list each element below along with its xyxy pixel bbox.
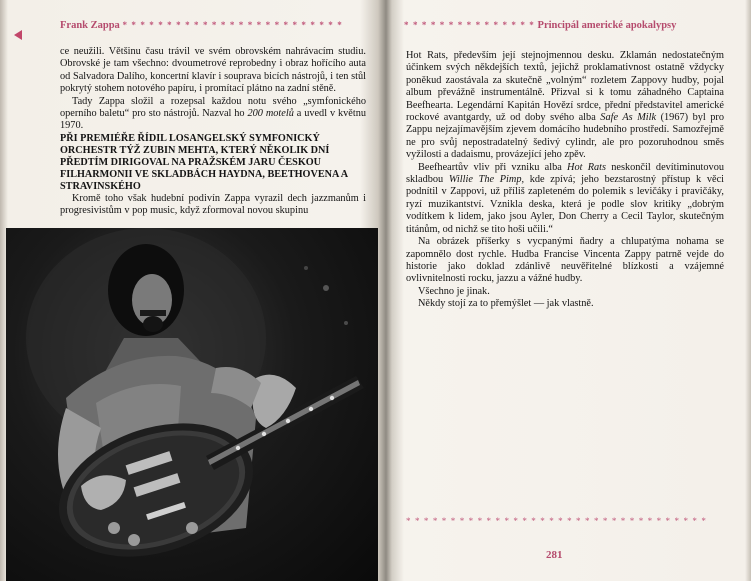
running-head-stars: * * * * * * * * * * * * * * * * * * * * * * * * * [122, 20, 343, 30]
right-body-text [406, 50, 724, 311]
paragraph: Kromě toho však hudební podivín Zappa vyrazil dech jazzmanům i progresivistům v pop music, když zformoval novou skupinu [60, 192, 366, 217]
photo-illustration [6, 228, 378, 581]
right-page [392, 0, 751, 581]
paragraph: Někdy stojí za to přemýšlet — jak vlastně. [418, 298, 594, 310]
page-number: 281 [546, 549, 563, 561]
paragraph: Na obrázek příšerky s vycpanými ňadry a chlupatýma nohama se zapomnělo dost rychle. Hudba Francise Vincenta Zappy patrně vejde do historie jako doklad zdánlivě neuvěřitelné blízkosti a vzájemné ovlivnitelnosti rocku, jazzu a vážné hudby. [406, 236, 724, 285]
page-corner-marker [14, 30, 22, 40]
paragraph: Beefheartův vliv při vzniku alba Hot Rats neskončil devítiminutovou skladbou Willie The Pimp, kde zpívá; jeho bezstarostný přístup k věci podnítil v Zappovi, už příliš zapleteném do polemik s levičáky i pravičáky, ryzí muzikantství. Vznikla deska, která je podle slov kritiky „dobrým vodítkem k lidem, jako jsou Ayler, Don Cherry a Cecil Taylor, skutečným titánům, od nichž se tito hoši učili.“ [406, 161, 725, 235]
bottom-stars-rule: * * * * * * * * * * * * * * * * * * * * * * * * * * * * * * * * * * [406, 516, 707, 526]
running-head-stars: * * * * * * * * * * * * * * * [404, 20, 535, 30]
italic-title: Hot Rats [567, 161, 607, 173]
running-head-left [60, 20, 343, 31]
italic-title: 200 motelů [247, 108, 294, 120]
paragraph: ce neužili. Většinu času trávil ve svém obrovském nahrávacím studiu. Obrovské je tam všechno: dvoumetrové reprobedny i obraz hořícího auta od Salvadora Dalího, koncertní klavír i souprava bicích nástrojů, i ten stůl pokrytý stohem notového papíru, i promítací plátno na zadní stěně. [60, 46, 366, 95]
paragraph: Všechno je jinak. [418, 285, 490, 297]
guitarist-photo [6, 228, 378, 581]
italic-title: Willie The Pimp, [448, 174, 525, 186]
caps-paragraph: PŘI PREMIÉŘE ŘÍDIL LOSANGELSKÝ SYMFONICKÝ ORCHESTR TÝŽ ZUBIN MEHTA, KTERÝ NĚKOLIK DNÍ PŘEDTÍM DIRIGOVAL NA PRAŽSKÉM JARU ČESKOU FILHARMONII VE SKLADBÁCH HAYDNA, BEETHOVENA A STRAVINSKÉHO [60, 132, 348, 192]
running-head-title: Frank Zappa [60, 20, 120, 31]
paragraph: Hot Rats, především její stejnojmennou desku. Zklamán nedostatečným účinkem svých někdejších textů, jejichž proklamativnost ostatně vždycky poněkud zaostávala za skutečně „volným“ rozletem Zappovy hudby, pojal album převážně instrumentálně. Přizval si k tomu záhadného Captaina Beefhearta. Legendární Kapitán Hovězí srdce, přední představitel americké rockové avantgardy, už od doby svého alba Safe As Milk (1967) byl pro Zappu nejzajímavějším zjevem domácího hudebního prostředí. Samozřejmě ne pro svůj nepostradatelný šedivý cylindr, ale pro pozoruhodnou směs vyžilosti a dadaismu, provázející jeho zpěv. [406, 50, 724, 161]
paragraph: Tady Zappa složil a rozepsal každou notu svého „symfonického operního baletu“ pro sto nástrojů. Nazval ho 200 motelů a uvedl v květnu 1970. [60, 95, 367, 132]
running-head-title: Principál americké apokalypsy [537, 20, 677, 31]
running-head-right [404, 20, 676, 31]
left-body-text [60, 46, 366, 218]
italic-title: Safe As Milk [600, 112, 657, 124]
